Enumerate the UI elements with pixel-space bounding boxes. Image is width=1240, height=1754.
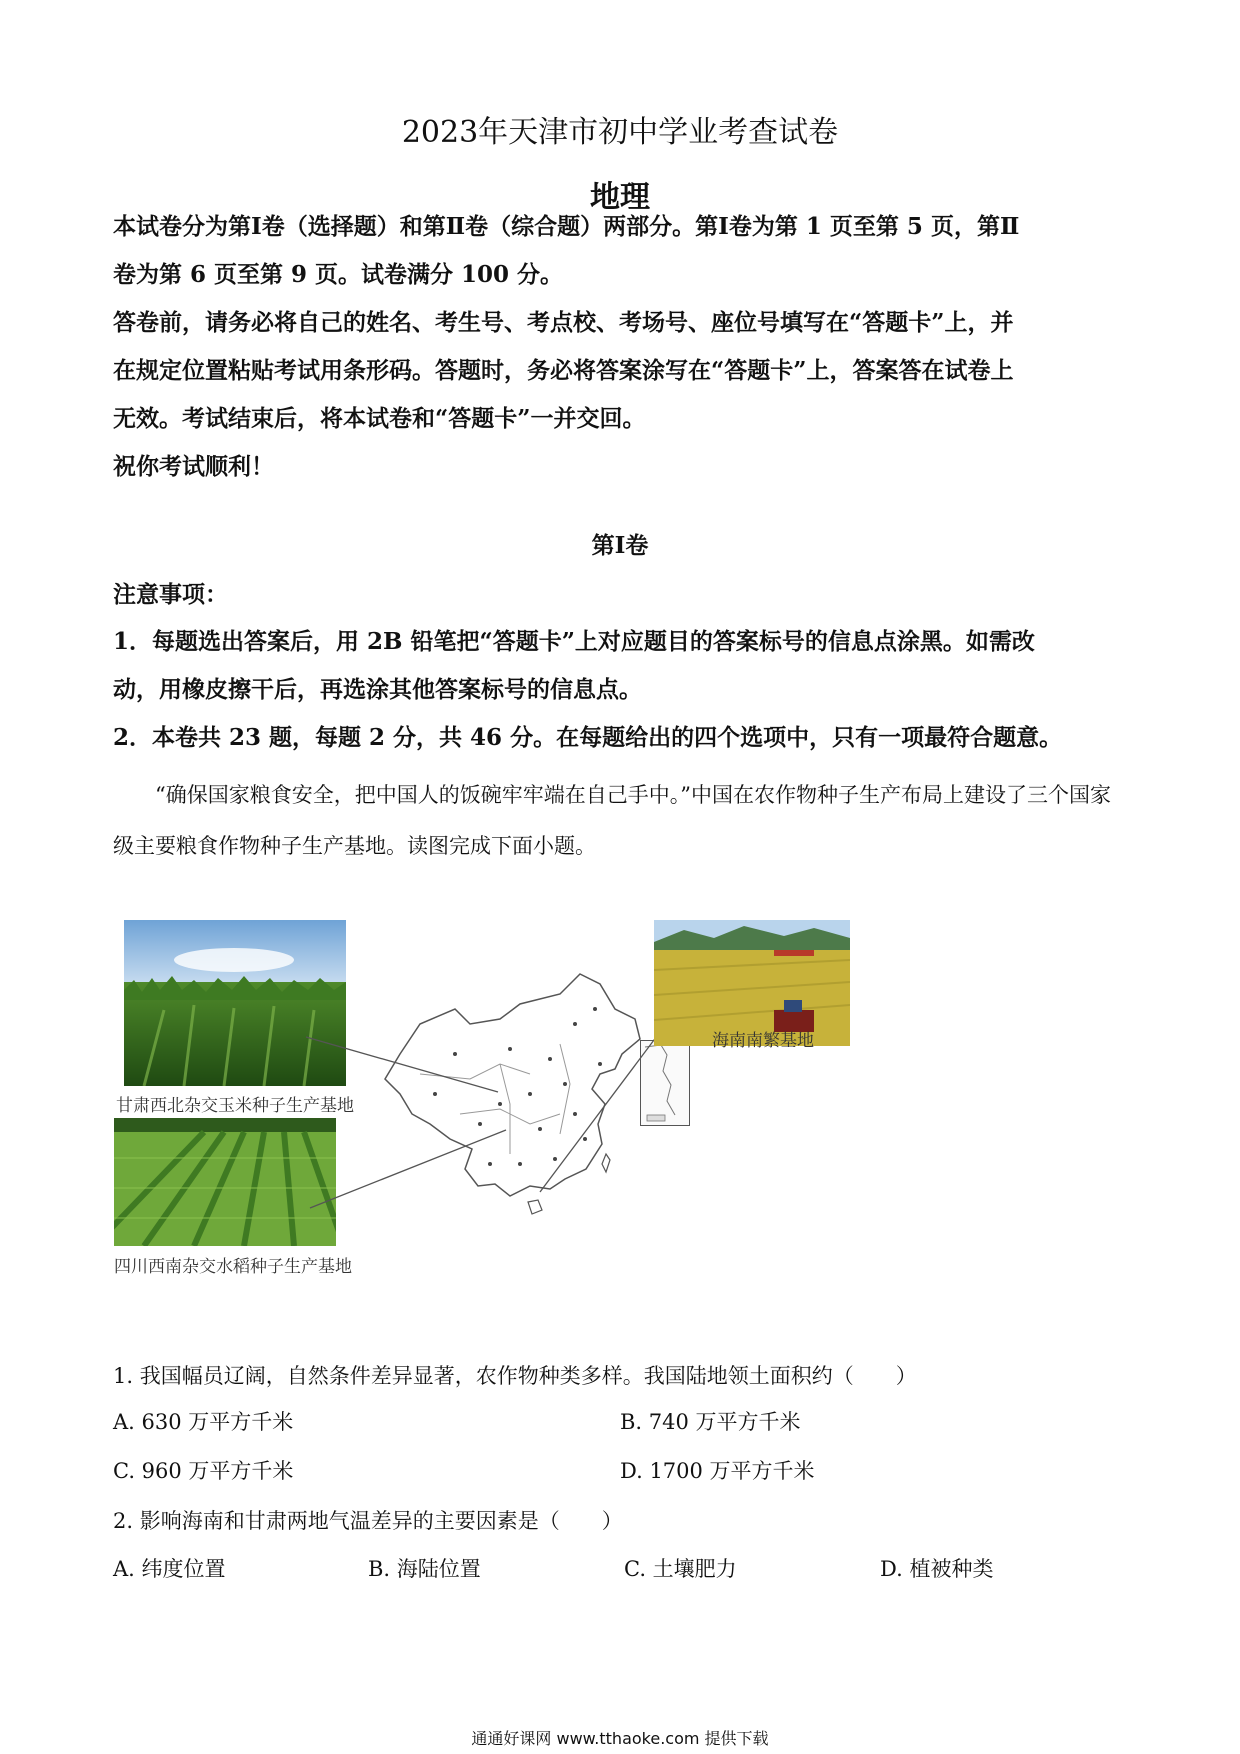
volume-heading: 第Ⅰ卷: [591, 532, 649, 559]
notice-item: 1．每题选出答案后，用 2B 铅笔把“答题卡”上对应题目的答案标号的信息点涂黑。如需改: [113, 628, 1035, 655]
q2-option-a[interactable]: A. 纬度位置: [113, 1557, 226, 1581]
question-2-stem: 2. 影响海南和甘肃两地气温差异的主要因素是（ ）: [113, 1509, 623, 1533]
q1-option-d[interactable]: D. 1700 万平方千米: [620, 1459, 815, 1483]
instruction-line: 卷为第 6 页至第 9 页。试卷满分 100 分。: [113, 261, 564, 288]
q1-option-b[interactable]: B. 740 万平方千米: [620, 1410, 801, 1434]
instruction-line: 在规定位置粘贴考试用条形码。答题时，务必将答案涂写在“答题卡”上，答案答在试卷上: [113, 357, 1014, 384]
notice-item: 动，用橡皮擦干后，再选涂其他答案标号的信息点。: [113, 676, 642, 703]
instructions: [113, 203, 1129, 491]
caption-gansu: 甘肃西北杂交玉米种子生产基地: [116, 1096, 354, 1116]
notice-item: 2．本卷共 23 题，每题 2 分，共 46 分。在每题给出的四个选项中，只有一项最符合题意。: [113, 724, 1063, 751]
q2-option-c[interactable]: C. 土壤肥力: [624, 1557, 737, 1581]
question-1-stem: 1. 我国幅员辽阔，自然条件差异显著，农作物种类多样。我国陆地领土面积约（ ）: [113, 1364, 917, 1388]
caption-sichuan: 四川西南杂交水稻种子生产基地: [114, 1257, 352, 1277]
instruction-line: 答卷前，请务必将自己的姓名、考生号、考点校、考场号、座位号填写在“答题卡”上，并: [113, 309, 1014, 336]
instruction-line: 祝你考试顺利！: [113, 453, 274, 480]
instruction-line: 无效。考试结束后，将本试卷和“答题卡”一并交回。: [113, 405, 646, 432]
intro-paragraph: “确保国家粮食安全，把中国人的饭碗牢牢端在自己手中。”中国在农作物种子生产布局上建设了三个国家级主要粮食作物种子生产基地。读图完成下面小题。: [113, 783, 1111, 858]
subject-title: 地理: [590, 180, 650, 215]
footer-credit: 通通好课网 www.tthaoke.com 提供下载: [471, 1729, 769, 1748]
caption-hainan: 海南南繁基地: [712, 1031, 814, 1051]
q1-option-a[interactable]: A. 630 万平方千米: [113, 1410, 294, 1434]
instruction-line: 本试卷分为第Ⅰ卷（选择题）和第Ⅱ卷（综合题）两部分。第Ⅰ卷为第 1 页至第 5 页，第Ⅱ: [113, 213, 1020, 240]
figure: [100, 920, 980, 1320]
q2-option-d[interactable]: D. 植被种类: [880, 1557, 994, 1581]
notice-items: [113, 618, 1129, 762]
q1-option-c[interactable]: C. 960 万平方千米: [113, 1459, 294, 1483]
exam-title: 2023年天津市初中学业考查试卷: [401, 115, 839, 150]
notice-heading: 注意事项：: [113, 581, 228, 608]
q2-option-b[interactable]: B. 海陆位置: [368, 1557, 481, 1581]
